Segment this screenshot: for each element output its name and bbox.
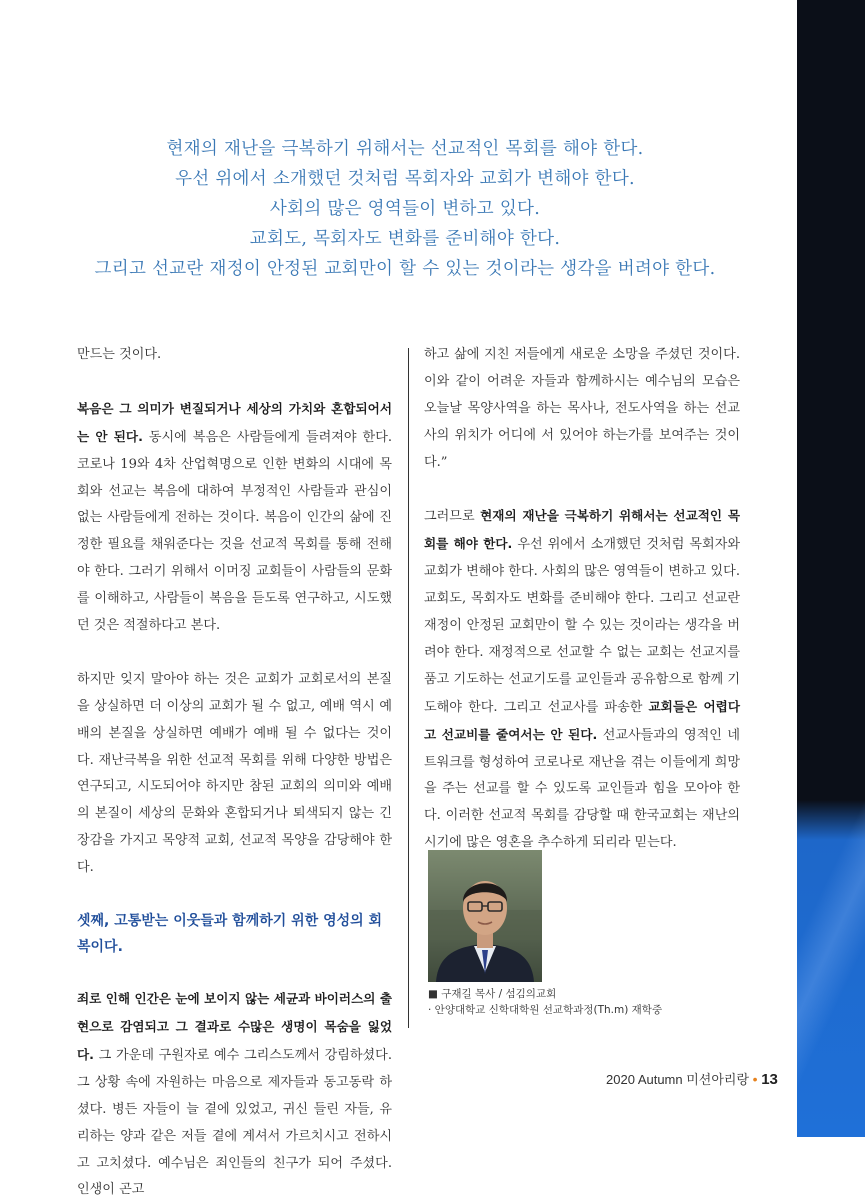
paragraph: [77, 396, 392, 640]
page-edge-bar: [797, 0, 865, 1137]
right-column: [424, 342, 740, 857]
paragraph-text: 선교사들과의 영적인 네트워크를 형성하여 코로나로 재난을 겪는 이들에게 희망을 주는 선교를 할 수 있도록 교인들과 힘을 모아야 한다. 이러한 선교적 목회를 감당할 때 한국교회는 재난의 시기에 많은 영혼을 추수하게 되리라 믿는다.: [424, 727, 740, 851]
pull-quote: [60, 134, 750, 284]
bold-phrase: 현재의 재난을 극복하기 위해서는 선교적인 목회를 해야 한다.: [424, 508, 740, 552]
page-number: 13: [761, 1071, 778, 1088]
pull-quote-line: 우선 위에서 소개했던 것처럼 목회자와 교회가 변해야 한다.: [175, 169, 635, 189]
author-portrait-illustration: [428, 850, 542, 982]
bold-phrase: 죄로 인해 인간은 눈에 보이지 않는 세균과 바이러스의 출현으로 감염되고 그 결과로 수많은 생명이 목숨을 잃었다.: [77, 991, 392, 1062]
author-photo: [428, 850, 542, 982]
pull-quote-line: 그리고 선교란 재정이 안정된 교회만이 할 수 있는 것이라는 생각을 버려야 한다.: [94, 259, 716, 279]
pull-quote-line: 사회의 많은 영역들이 변하고 있다.: [269, 199, 541, 219]
section-subheading: 셋째, 고통받는 이웃들과 함께하기 위한 영성의 회복이다.: [77, 913, 383, 956]
author-caption: [428, 986, 662, 1018]
bold-phrase: 복음은 그 의미가 변질되거나 세상의 가치와 혼합되어서는 안 된다.: [77, 400, 392, 444]
footer-bullet: •: [752, 1071, 758, 1087]
paragraph: [77, 986, 392, 1204]
column-divider: [408, 348, 409, 1028]
paragraph-text: 그 가운데 구원자로 예수 그리스도께서 강림하셨다. 그 상황 속에 자원하는 마음으로 제자들과 동고동락 하셨다. 병든 자들이 늘 곁에 있었고, 귀신 들린 자들, 유리하는 양과 같은 저들 곁에 계셔서 가르치시고 전하시고 고치셨다. 예수님은 죄인들의 친구가 되어 주셨다. 인생이 곤고: [77, 1047, 392, 1198]
edge-shine: [797, 800, 865, 1137]
paragraph: 하고 삶에 지친 저들에게 새로운 소망을 주셨던 것이다. 이와 같이 어려운 자들과 함께하시는 예수님의 모습은 오늘날 목양사역을 하는 목사나, 전도사역을 하는 선교사의 위치가 어디에 서 있어야 하는가를 보여주는 것이다.”: [424, 347, 740, 470]
paragraph-text: 그러므로: [424, 509, 481, 525]
author-education: · 안양대학교 신학대학원 선교학과정(Th.m) 재학중: [428, 1004, 663, 1016]
paragraph-text: 우선 위에서 소개했던 것처럼 목회자와 교회가 변해야 한다. 사회의 많은 영역들이 변하고 있다. 교회도, 목회자도 변화를 준비해야 한다. 그리고 선교란 재정이 안정된 교회만이 할 수 있는 것이라는 생각을 버려야 한다. 재정적으로 선교할 수 없는 교회는 선교지를 품고 기도하는 선교기도를 교인들과 공유함으로 함께 기도해야 한다. 그리고 선교사를 파송한: [424, 537, 741, 715]
left-column: [77, 342, 392, 1204]
paragraph: 만드는 것이다.: [77, 347, 162, 362]
paragraph: [424, 503, 740, 857]
issue-title: 2020 Autumn 미션아리랑: [606, 1072, 750, 1087]
author-name: ■ 구재길 목사 / 섬김의교회: [428, 988, 557, 1000]
page-footer: [606, 1069, 778, 1088]
paragraph-text: 동시에 복음은 사람들에게 들려져야 한다. 코로나 19와 4차 산업혁명으로 인한 변화의 시대에 목회와 선교는 복음에 대하여 부정적인 사람들과 관심이 없는 사람들에게 전하는 것이다. 복음이 인간의 삶에 진정한 필요를 채워준다는 것을 선교적 목회를 통해 전해야 한다. 그러기 위해서 이머징 교회들이 사람들의 문화를 이해하고, 사람들이 복음을 듣도록 연구하고, 시도했던 것은 적절하다고 본다.: [77, 429, 393, 634]
pull-quote-line: 교회도, 목회자도 변화를 준비해야 한다.: [249, 229, 561, 249]
bold-phrase: 교회들은 어렵다고 선교비를 줄여서는 안 된다.: [424, 698, 741, 742]
paragraph: 하지만 잊지 말아야 하는 것은 교회가 교회로서의 본질을 상실하면 더 이상의 교회가 될 수 없고, 예배 역시 예배의 본질을 상실하면 예배가 예배 될 수 없다는 것이다. 재난극복을 위한 선교적 목회를 위해 다양한 방법은 연구되고, 시도되어야 하지만 참된 교회의 의미와 예배의 본질이 세상의 문화와 혼합되거나 퇴색되지 않는 긴장감을 가지고 목양적 교회, 선교적 목양을 감당해야 한다.: [77, 671, 392, 876]
pull-quote-line: 현재의 재난을 극복하기 위해서는 선교적인 목회를 해야 한다.: [166, 139, 644, 159]
